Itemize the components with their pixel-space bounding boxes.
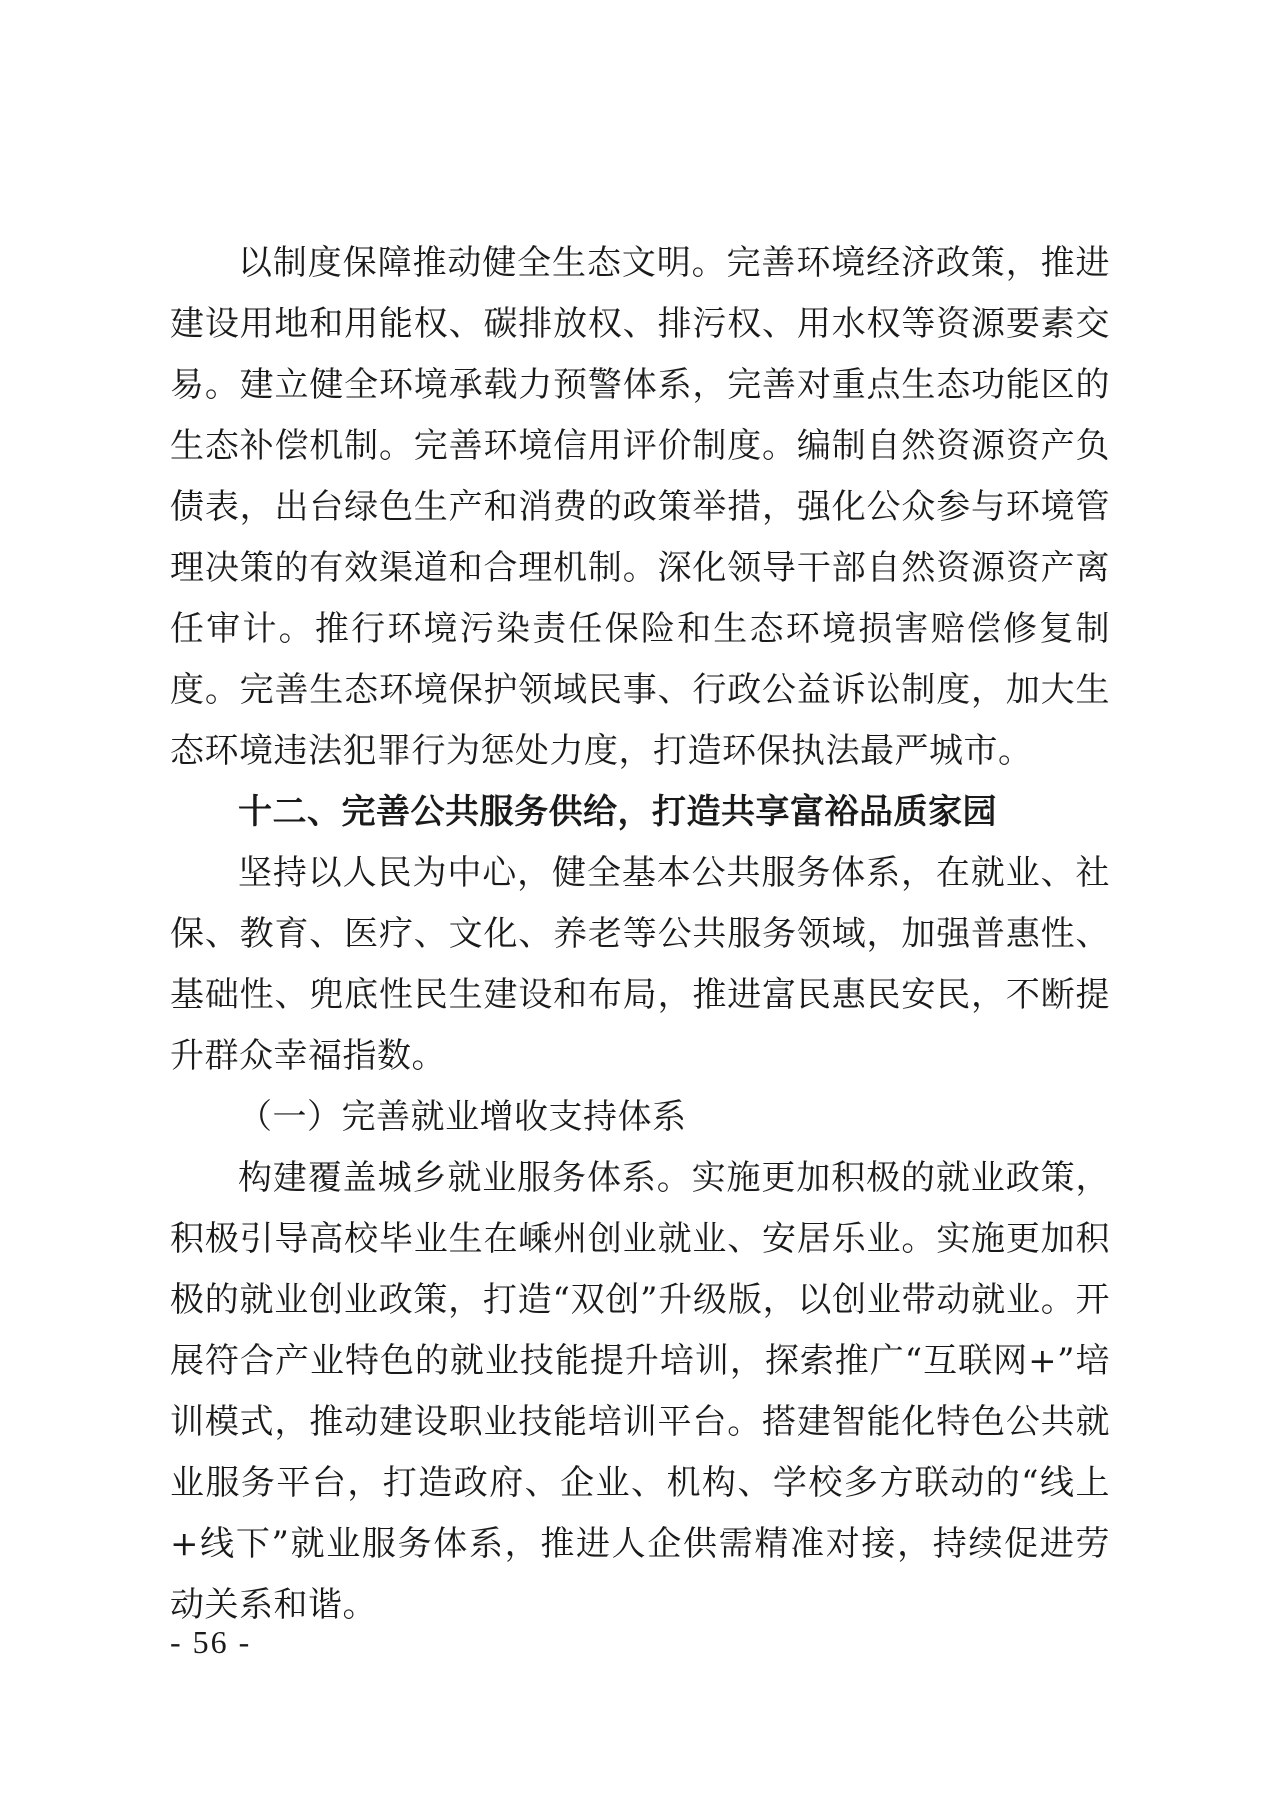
document-body (170, 233, 1110, 1636)
paragraph-ecological-system: 以制度保障推动健全生态文明。完善环境经济政策，推进建设用地和用能权、碳排放权、排污权、用水权等资源要素交易。建立健全环境承载力预警体系，完善对重点生态功能区的生态补偿机制。完善环境信用评价制度。编制自然资源资产负债表，出台绿色生产和消费的政策举措，强化公众参与环境管理决策的有效渠道和合理机制。深化领导干部自然资源资产离任审计。推行环境污染责任保险和生态环境损害赔偿修复制度。完善生态环境保护领域民事、行政公益诉讼制度，加大生态环境违法犯罪行为惩处力度，打造环保执法最严城市。 (170, 243, 1110, 771)
paragraph-public-service: 坚持以人民为中心，健全基本公共服务体系，在就业、社保、教育、医疗、文化、养老等公共服务领域，加强普惠性、基础性、兜底性民生建设和布局，推进富民惠民安民，不断提升群众幸福指数。 (170, 853, 1110, 1076)
subsection-heading-1: （一）完善就业增收支持体系 (238, 1097, 687, 1137)
paragraph-employment-service: 构建覆盖城乡就业服务体系。实施更加积极的就业政策，积极引导高校毕业生在嵊州创业就业、安居乐业。实施更加积极的就业创业政策，打造“双创”升级版，以创业带动就业。开展符合产业特色的就业技能提升培训，探索推广“互联网+”培训模式，推动建设职业技能培训平台。搭建智能化特色公共就业服务平台，打造政府、企业、机构、学校多方联动的“线上+线下”就业服务体系，推进人企供需精准对接，持续促进劳动关系和谐。 (170, 1158, 1110, 1625)
page-number: - 56 - (170, 1624, 252, 1660)
section-heading-12: 十二、完善公共服务供给，打造共享富裕品质家园 (238, 792, 997, 832)
